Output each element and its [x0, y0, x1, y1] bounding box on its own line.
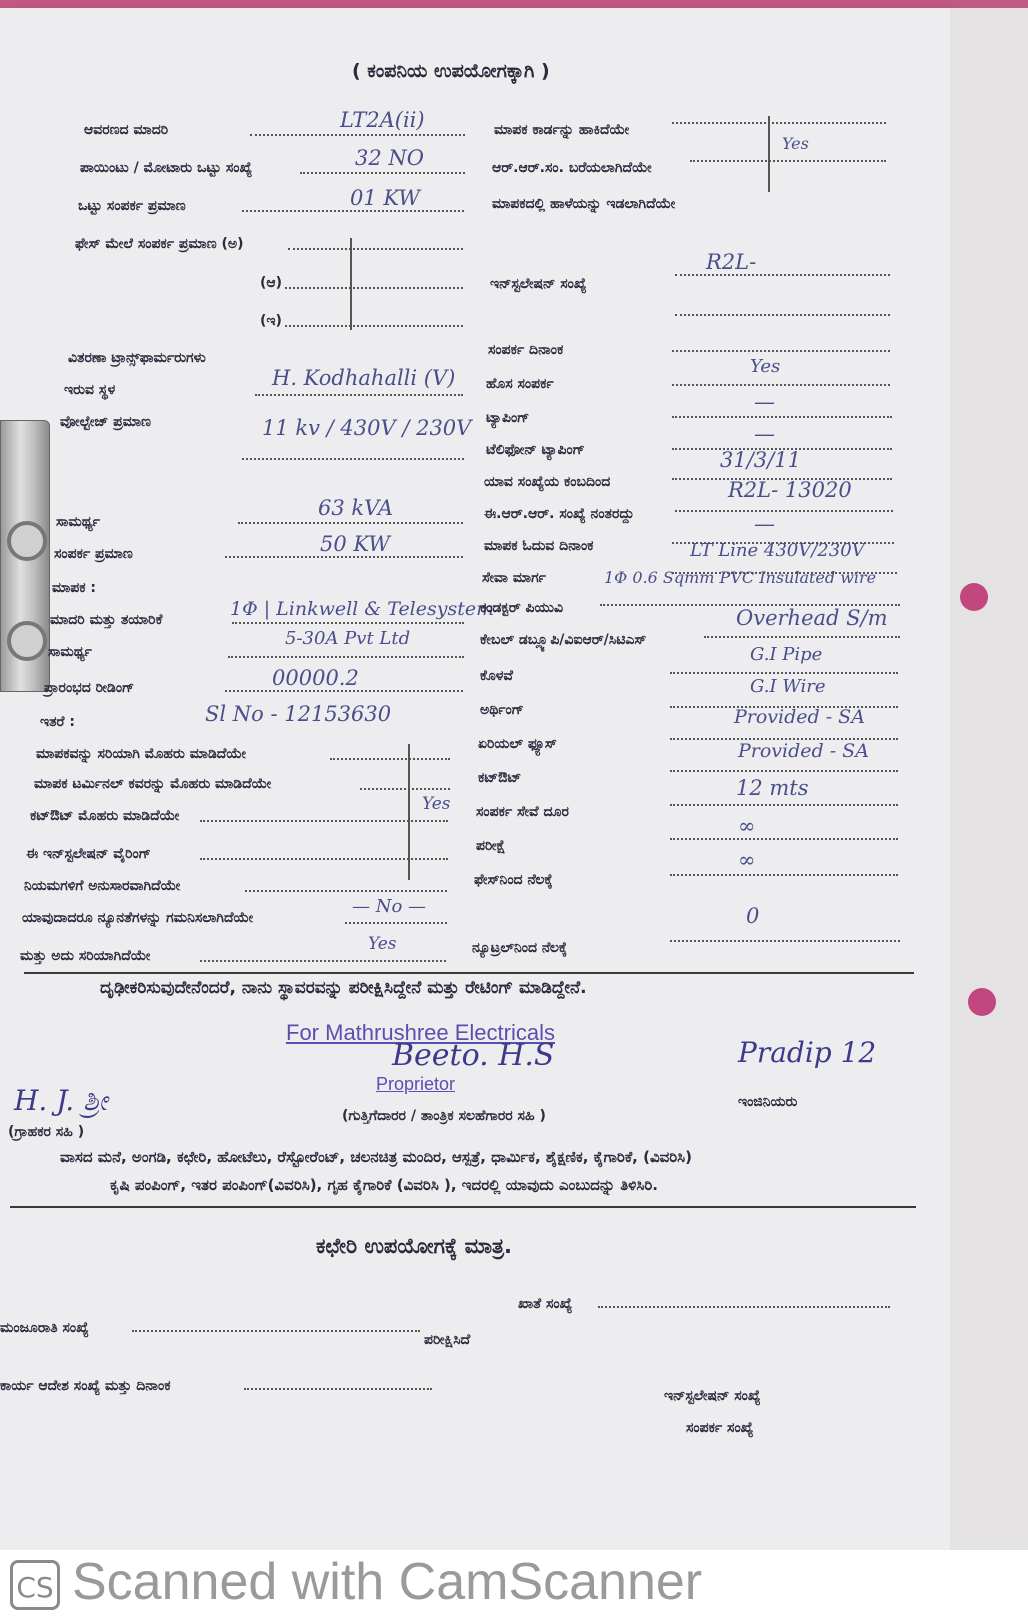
value-points-total: 32 NO [355, 146, 424, 170]
label-others: ಇತರೆ : [40, 714, 75, 730]
label-sanction-no: ಮಂಜೂರಾತಿ ಸಂಖ್ಯೆ [0, 1320, 89, 1336]
label-total-load: ಒಟ್ಟು ಸಂಪರ್ಕ ಪ್ರಮಾಣ [78, 198, 186, 214]
label-meter-capacity: ಸಾಮರ್ಥ್ಯ [48, 644, 92, 660]
value-test: ∞ [738, 814, 756, 838]
fill-line [232, 622, 464, 624]
stamp-role: Proprietor [376, 1074, 456, 1094]
fill-line [670, 770, 898, 772]
premise-types-line1: ವಾಸದ ಮನೆ, ಅಂಗಡಿ, ಕಛೇರಿ, ಹೋಟೆಲು, ರೆಸ್ಟೋರೆಂಟ್, ಚಲನಚಿತ್ರ ಮಂದಿರ, ಆಸ್ಪತ್ರೆ, ಧಾರ್ಮಿಕ, ಶೈಕ್ಷಣಿಕ, ಕೈಗಾರಿಕೆ, (ವಿವರಿಸಿ) [60, 1148, 693, 1166]
camscanner-text: Scanned with CamScanner [72, 1553, 703, 1611]
fill-line [200, 820, 448, 822]
label-phase-load-a: ಫೇಸ್ ಮೇಲೆ ಸಂಪರ್ಕ ಪ್ರಮಾಣ (ಅ) [75, 236, 244, 252]
label-new-connection: ಹೊಸ ಸಂಪರ್ಕ [486, 376, 554, 392]
value-telephone-tapping: — [754, 422, 775, 446]
fill-line [285, 287, 463, 289]
label-service-line: ಸೇವಾ ಮಾರ್ಗ [482, 570, 546, 586]
fill-line [670, 940, 900, 942]
fill-line [598, 1306, 890, 1308]
value-earthing: G.I Wire [750, 676, 826, 697]
label-phase-to-earth: ಫೇಸ್‌ನಿಂದ ನೆಲಕ್ಕೆ [474, 872, 553, 888]
company-stamp: For Mathrushree Electricals [286, 1020, 555, 1045]
check-wiring: ಈ ಇನ್‌ಸ್ಟಲೇಷನ್ ವೈರಿಂಗ್ [26, 846, 151, 862]
value-neutral-to-earth: 0 [746, 904, 760, 928]
label-cable-type: ಕೇಬಲ್ ಡಬ್ಲ್ಯೂಪಿ/ವಿಐಆರ್/ಸಿಟಿಎಸ್ [480, 632, 647, 648]
label-meter-make: ಮಾದರಿ ಮತ್ತು ತಯಾರಿಕೆ [50, 612, 163, 628]
bracket-line [350, 238, 352, 330]
label-phase-load-c: (ಇ) [260, 313, 282, 329]
label-tapping: ಟ್ಯಾಪಿಂಗ್ [486, 410, 530, 426]
value-cable-type: Overhead S/m [736, 606, 888, 630]
customer-signature: H. J. ಶ್ರೀ [14, 1084, 108, 1117]
label-work-order: ಕಾರ್ಯ ಆದೇಶ ಸಂಖ್ಯೆ ಮತ್ತು ದಿನಾಂಕ [0, 1378, 171, 1394]
form-title: ( ಕಂಪನಿಯ ಉಪಯೋಗಕ್ಕಾಗಿ ) [352, 60, 550, 82]
label-customer-signature: (ಗ್ರಾಹಕರ ಸಹಿ ) [8, 1124, 85, 1140]
section-rule [24, 972, 914, 974]
binder-clip [0, 420, 50, 692]
fill-line [200, 960, 446, 962]
bracket-line [768, 116, 770, 192]
fill-line [675, 314, 890, 316]
label-conductor: ಕಂಡಕ್ಟರ್ ಪಿಯುವಿ [480, 600, 563, 616]
fill-line [672, 384, 890, 386]
label-connected-load: ಸಂಪರ್ಕ ಪ್ರಮಾಣ [54, 546, 133, 562]
fill-line [300, 172, 465, 174]
value-aerial-fuse: Provided - SA [734, 706, 865, 728]
value-service-line: LT Line 430V/230V [690, 540, 865, 561]
fill-line [238, 522, 463, 524]
declaration: ದೃಢೀಕರಿಸುವುದೇನೆಂದರೆ, ನಾನು ಸ್ಥಾವರವನ್ನು ಪರೀಕ್ಷಿಸಿದ್ದೇನೆ ಮತ್ತು ರೇಟಿಂಗ್ ಮಾಡಿದ್ದೇನೆ. [100, 978, 587, 998]
value-location: H. Kodhahalli (V) [272, 366, 456, 390]
fill-line [242, 210, 464, 212]
check-correct: ಮತ್ತು ಅದು ಸರಿಯಾಗಿದೆಯೇ [20, 948, 151, 964]
value-premise-type: LT2A(ii) [340, 108, 425, 132]
premise-types-line2: ಕೃಷಿ ಪಂಪಿಂಗ್, ಇತರ ಪಂಪಿಂಗ್(ವಿವರಿಸಿ), ಗೃಹ ಕೈಗಾರಿಕೆ (ವಿವರಿಸಿ ), ಇದರಲ್ಲಿ ಯಾವುದು ಎಂಬುದನ್ನು ತಿಳಿಸಿರಿ. [110, 1176, 658, 1194]
punch-hole [960, 583, 988, 611]
fill-line [670, 804, 898, 806]
label-connection-date: ಸಂಪರ್ಕ ದಿನಾಂಕ [488, 342, 564, 358]
label-phase-load-b: (ಆ) [260, 275, 283, 291]
top-edge [0, 0, 1028, 8]
fill-line [245, 890, 447, 892]
value-right-yes: Yes [782, 134, 809, 153]
label-checked: ಪರೀಕ್ಷಿಸಿದೆ [424, 1332, 471, 1348]
value-meter-capacity: 5-30A Pvt Ltd [285, 628, 411, 649]
fill-line [244, 1388, 432, 1390]
fill-line [670, 838, 898, 840]
check-cutout-sealed: ಕಟ್‌ಔಟ್ ಮೊಹರು ಮಾಡಿದೆಯೇ [30, 808, 180, 824]
fill-line [670, 672, 898, 674]
value-service-distance: 12 mts [736, 776, 809, 800]
value-defects-no: — No — [352, 896, 427, 917]
fill-line [330, 758, 450, 760]
fill-line [225, 556, 463, 558]
scanner-footer [0, 1550, 1028, 1618]
punch-hole [968, 988, 996, 1016]
value-initial-reading: 00000.2 [272, 666, 359, 690]
clip-ring [7, 521, 47, 561]
label-engineer: ಇಂಜಿನಿಯರು [738, 1094, 798, 1110]
value-pole-number: 31/3/11 [720, 448, 801, 472]
fill-line [345, 922, 447, 924]
value-next-rr: R2L- 13020 [728, 478, 852, 502]
label-capacity: ಸಾಮರ್ಥ್ಯ [56, 514, 100, 530]
value-connected-load: 50 KW [320, 532, 390, 556]
value-meter-make: 1Φ | Linkwell & Telesystem [230, 598, 495, 620]
label-neutral-to-earth: ನ್ಯೂಟ್ರಲ್‌ನಿಂದ ನೆಲಕ್ಕೆ [472, 940, 568, 956]
fill-line [675, 510, 893, 512]
fill-line [285, 325, 463, 327]
value-installation-no: R2L- [706, 250, 757, 274]
fill-line [704, 636, 900, 638]
fill-line [672, 416, 892, 418]
value-new-connection: Yes [750, 356, 781, 377]
label-premise-type: ಆವರಣದ ಮಾದರಿ [84, 122, 169, 138]
value-checks-yes: Yes [422, 794, 451, 814]
label-cutout: ಕಟ್‌ಔಟ್ [478, 770, 522, 786]
fill-line [250, 134, 465, 136]
fill-line [288, 248, 463, 250]
label-telephone-tapping: ಟೆಲಿಫೋನ್ ಟ್ಯಾಪಿಂಗ್ [486, 442, 585, 458]
fill-line [228, 656, 464, 658]
label-aerial-fuse: ಏರಿಯಲ್ ಫ್ಯೂಸ್ [478, 736, 557, 752]
label-transformers: ವಿತರಣಾ ಟ್ರಾನ್ಸ್‌ಫಾರ್ಮರುಗಳು [68, 350, 206, 366]
value-correct-yes: Yes [368, 934, 397, 954]
label-installation-no: ಇನ್‌ಸ್ಟಲೇಷನ್ ಸಂಖ್ಯೆ [490, 276, 587, 292]
value-total-load: 01 KW [350, 186, 420, 210]
label-initial-reading: ಪ್ರಾರಂಭದ ರೀಡಿಂಗ್ [44, 680, 135, 696]
fill-line [672, 122, 886, 124]
fill-line [200, 858, 448, 860]
label-test: ಪರೀಕ್ಷೆ [476, 838, 506, 854]
check-meter-sealed: ಮಾಪಕವನ್ನು ಸರಿಯಾಗಿ ಮೊಹರು ಮಾಡಿದೆಯೇ [36, 746, 246, 762]
bracket-line [408, 744, 410, 880]
section-rule [10, 1206, 916, 1208]
label-conduit: ಕೊಳವೆ [480, 668, 513, 684]
right-margin [950, 8, 1028, 1550]
label-pole-number: ಯಾವ ಸಂಖ್ಯೆಯ ಕಂಬದಿಂದ [484, 474, 611, 490]
label-connection-number: ಸಂಪರ್ಕ ಸಂಖ್ಯೆ [686, 1420, 754, 1436]
value-reading-date: — [754, 512, 775, 536]
label-voltage: ವೋಲ್ಟೇಜ್ ಪ್ರಮಾಣ [60, 414, 151, 430]
label-next-rr: ಈ.ಆರ್.ಆರ್. ಸಂಖ್ಯೆ ನಂತರದ್ದು [484, 506, 635, 522]
office-use-title: ಕಛೇರಿ ಉಪಯೋಗಕ್ಕೆ ಮಾತ್ರ. [316, 1234, 512, 1258]
label-contractor-signature: (ಗುತ್ತಿಗೆದಾರರ / ತಾಂತ್ರಿಕ ಸಲಹೆಗಾರರ ಸಹಿ ) [342, 1108, 546, 1124]
fill-line [690, 160, 886, 162]
value-others: Sl No - 12153630 [205, 702, 392, 726]
check-rules-compliant: ನಿಯಮಗಳಿಗೆ ಅನುಸಾರವಾಗಿದೆಯೇ [24, 878, 181, 894]
fill-line [670, 874, 898, 876]
contractor-signature: Beeto. H.S [392, 1038, 555, 1073]
value-conduit: G.I Pipe [750, 644, 823, 665]
value-conductor: 1Φ 0.6 Sqmm PVC Insulated wire [604, 568, 877, 587]
fill-line [242, 458, 464, 460]
label-rr-written: ಆರ್.ಆರ್.ಸಂ. ಬರೆಯಲಾಗಿದೆಯೇ [492, 160, 652, 176]
label-account-no: ಖಾತೆ ಸಂಖ್ಯೆ [518, 1296, 573, 1312]
fill-line [360, 788, 450, 790]
fill-line [255, 394, 463, 396]
label-meter-card: ಮಾಪಕ ಕಾರ್ಡನ್ನು ಹಾಕಿದೆಯೇ [494, 122, 630, 138]
value-phase-to-earth: ∞ [738, 848, 756, 872]
fill-line [132, 1330, 420, 1332]
label-meter: ಮಾಪಕ : [52, 580, 97, 596]
fill-line [672, 350, 890, 352]
label-service-distance: ಸಂಪರ್ಕ ಸೇವೆ ದೂರ [476, 804, 569, 820]
value-capacity: 63 kVA [318, 496, 394, 520]
value-cutout: Provided - SA [738, 740, 869, 762]
label-points-total: ಪಾಯಿಂಟು / ಮೋಟಾರು ಒಟ್ಟು ಸಂಖ್ಯೆ [80, 160, 253, 176]
label-sheet-placed: ಮಾಪಕದಲ್ಲಿ ಹಾಳೆಯನ್ನು ಇಡಲಾಗಿದೆಯೇ [492, 196, 676, 212]
fill-line [675, 274, 890, 276]
fill-line [225, 690, 463, 692]
value-voltage: 11 kv / 430V / 230V [262, 416, 472, 440]
label-location: ಇರುವ ಸ್ಥಳ [64, 382, 116, 398]
label-installation-number: ಇನ್‌ಸ್ಟಲೇಷನ್ ಸಂಖ್ಯೆ [664, 1388, 761, 1404]
value-tapping: — [754, 390, 775, 414]
label-earthing: ಅರ್ಥಿಂಗ್ [480, 702, 524, 718]
engineer-signature: Pradip 12 [738, 1036, 877, 1069]
camscanner-logo: CS [10, 1560, 60, 1610]
clip-ring [7, 621, 47, 661]
check-defects: ಯಾವುದಾದರೂ ನ್ಯೂನತೆಗಳನ್ನು ಗಮನಿಸಲಾಗಿದೆಯೇ [22, 910, 254, 926]
check-terminal-sealed: ಮಾಪಕ ಟರ್ಮಿನಲ್ ಕವರನ್ನು ಮೊಹರು ಮಾಡಿದೆಯೇ [34, 776, 272, 792]
label-reading-date: ಮಾಪಕ ಓದುವ ದಿನಾಂಕ [484, 538, 594, 554]
